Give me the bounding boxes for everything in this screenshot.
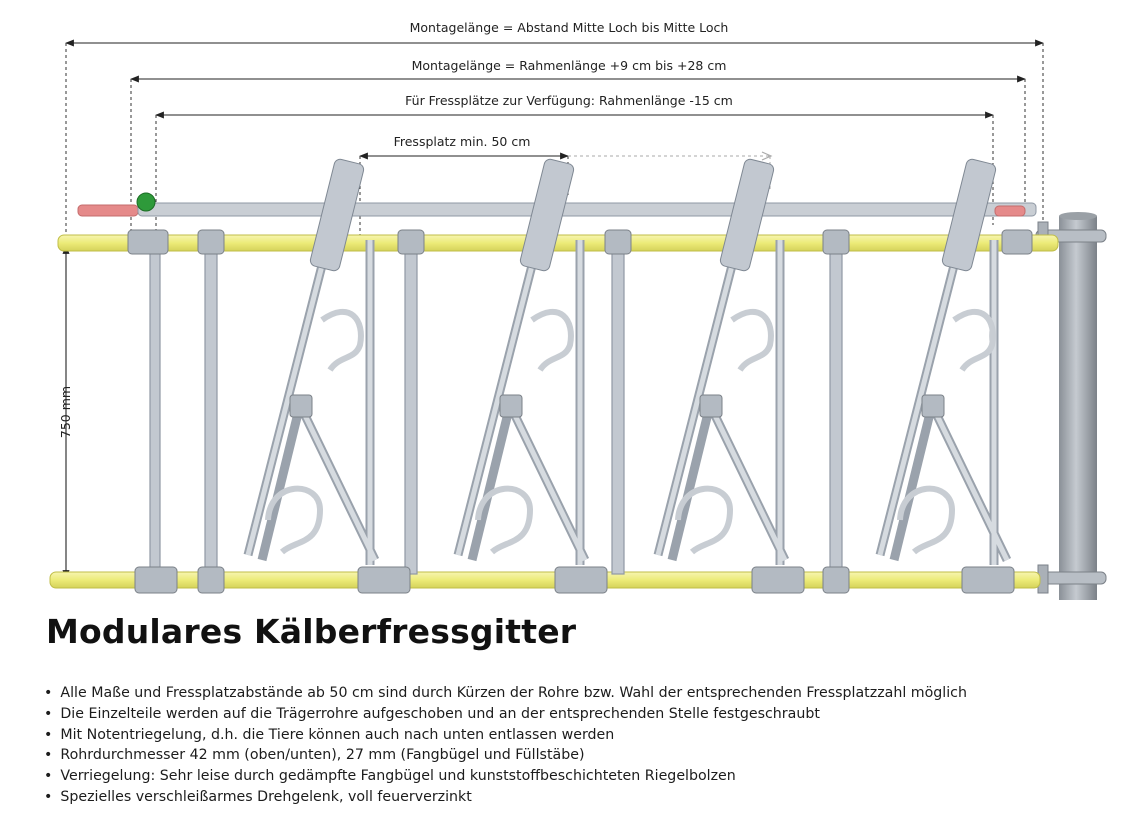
headlock-unit-2 <box>458 158 585 565</box>
page-title: Modulares Kälberfressgitter <box>46 612 577 651</box>
mount-length-frame-label: Montagelänge = Rahmenlänge +9 cm bis +28 cm <box>411 58 727 73</box>
feeding-available-label: Für Fressplätze zur Verfügung: Rahmenlänge -15 cm <box>405 93 733 108</box>
mount-length-holes-label: Montagelänge = Abstand Mitte Loch bis Mitte Loch <box>409 20 729 35</box>
list-item: • Mit Notentriegelung, d.h. die Tiere können auch nach unten entlassen werden <box>44 725 967 746</box>
list-item: • Die Einzelteile werden auf die Trägerrohre aufgeschoben und an der entsprechenden Stelle festgeschraubt <box>44 704 967 725</box>
list-item: • Rohrdurchmesser 42 mm (oben/unten), 27 mm (Fangbügel und Füllstäbe) <box>44 745 967 766</box>
list-item: • Verriegelung: Sehr leise durch gedämpfte Fangbügel und kunststoffbeschichteten Riegelbolzen <box>44 766 967 787</box>
list-item: • Alle Maße und Fressplatzabstände ab 50 cm sind durch Kürzen der Rohre bzw. Wahl der entsprechenden Fressplatzzahl möglich <box>44 683 967 704</box>
headlock-unit-1 <box>248 158 375 565</box>
mounting-post <box>1036 212 1106 600</box>
height-label: 750 mm <box>58 385 73 439</box>
feature-list <box>44 683 967 808</box>
list-item: • Spezielles verschleißarmes Drehgelenk, voll feuerverzinkt <box>44 787 967 808</box>
feeding-place-min-label: Fressplatz min. 50 cm <box>393 134 531 149</box>
headlock-unit-3 <box>658 158 785 565</box>
headlock-unit-4 <box>880 158 1007 565</box>
